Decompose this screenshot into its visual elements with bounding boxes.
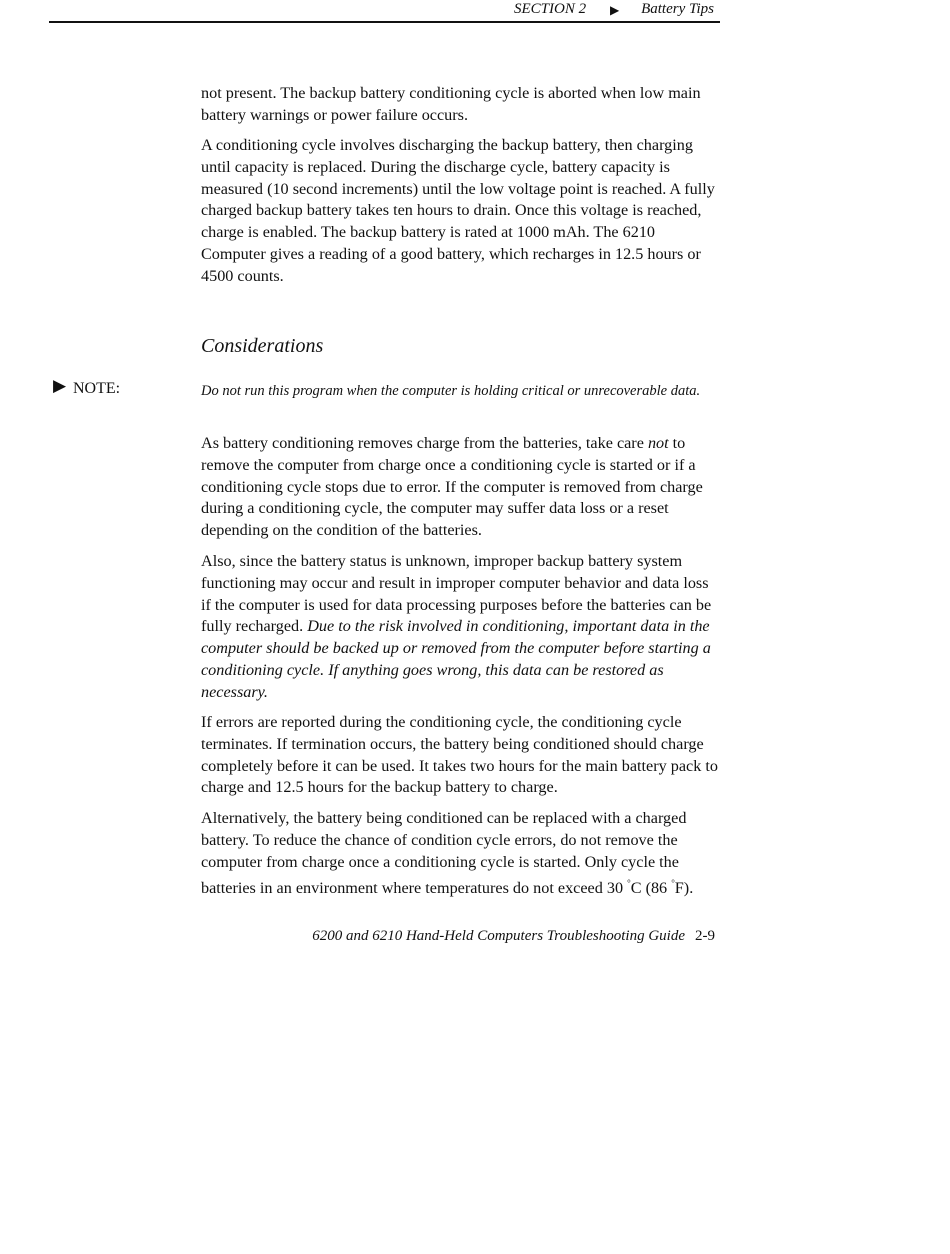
paragraph-text: not present. The backup battery conditioning cycle is aborted when low main battery warnings or power failure occurs. <box>201 84 701 124</box>
paragraph-text <box>201 433 721 542</box>
note-marker <box>53 376 121 397</box>
paragraph-backup-advice <box>201 551 721 704</box>
degree-symbol: ° <box>671 878 675 889</box>
paragraph-text: If errors are reported during the conditioning cycle, the conditioning cycle terminates. If termination occurs, the battery being conditioned should charge completely before it can be used. It takes two hours for the main battery pack to charge and 12.5 hours for the backup battery to charge. <box>201 713 718 797</box>
paragraph-conditioning-cycle <box>201 135 721 288</box>
text-run: Alternatively, the battery being conditioned can be replaced with a charged battery. To reduce the chance of condition cycle errors, do not remove the computer from charge once a conditioning cycle is started. Only cycle the batteries in an environment where temperatures do not exceed 30 <box>201 809 687 898</box>
text-run: C (86 <box>630 879 672 898</box>
paragraph-text: A conditioning cycle involves discharging the backup battery, then charging until capacity is replaced. During the discharge cycle, battery capacity is measured (10 second increments) until the low voltage point is reached. A fully charged backup battery takes ten hours to drain. Once this voltage is reached, charge is enabled. The backup battery is rated at 1000 mAh. The 6210 Computer gives a reading of a good battery, which recharges in 12.5 hours or 4500 counts. <box>201 136 715 285</box>
page-number: 2-9 <box>695 928 715 944</box>
header-section-label: SECTION 2 <box>514 1 587 17</box>
footer-guide-title: 6200 and 6210 Hand-Held Computers Troubleshooting Guide <box>312 928 685 944</box>
paragraph-intro <box>201 83 721 127</box>
text-run: F). <box>674 879 694 898</box>
note-label: NOTE: <box>73 380 121 397</box>
running-footer <box>201 928 715 945</box>
paragraph-alternative <box>201 808 721 900</box>
paragraph-removal-warning <box>201 433 721 542</box>
text-run: Also, since the battery status is unknown, improper backup battery system functioning may occur and result in improper computer behavior and data loss if the computer is used for data processing purposes before the batteries can be fully recharged. <box>201 552 712 636</box>
emphasis-not: not <box>647 434 669 452</box>
section-heading: Considerations <box>201 335 324 357</box>
header-chapter-title: Battery Tips <box>641 1 714 17</box>
paragraph-text <box>201 808 721 900</box>
text-run: As battery conditioning removes charge from the batteries, take care <box>201 434 648 452</box>
degree-symbol: ° <box>627 878 631 889</box>
header-arrow-icon: ▶ <box>610 3 620 17</box>
note-arrow-icon: ▶ <box>53 376 67 395</box>
paragraph-text <box>201 551 721 704</box>
note-text: Do not run this program when the computer is holding critical or unrecoverable data. <box>201 383 701 399</box>
emphasis-risk: Due to the risk involved in conditioning, important data in the computer should be backed up or removed from the computer before starting a conditioning cycle. If anything goes wrong, this data can be restored as necessary. <box>201 617 711 701</box>
paragraph-errors <box>201 712 721 799</box>
text-run: to remove the computer from charge once a conditioning cycle is started or if a conditioning cycle stops due to error. If the computer is removed from charge during a conditioning cycle, the computer may suffer data loss or a reset depending on the condition of the batteries. <box>201 434 703 540</box>
running-header <box>49 0 720 23</box>
